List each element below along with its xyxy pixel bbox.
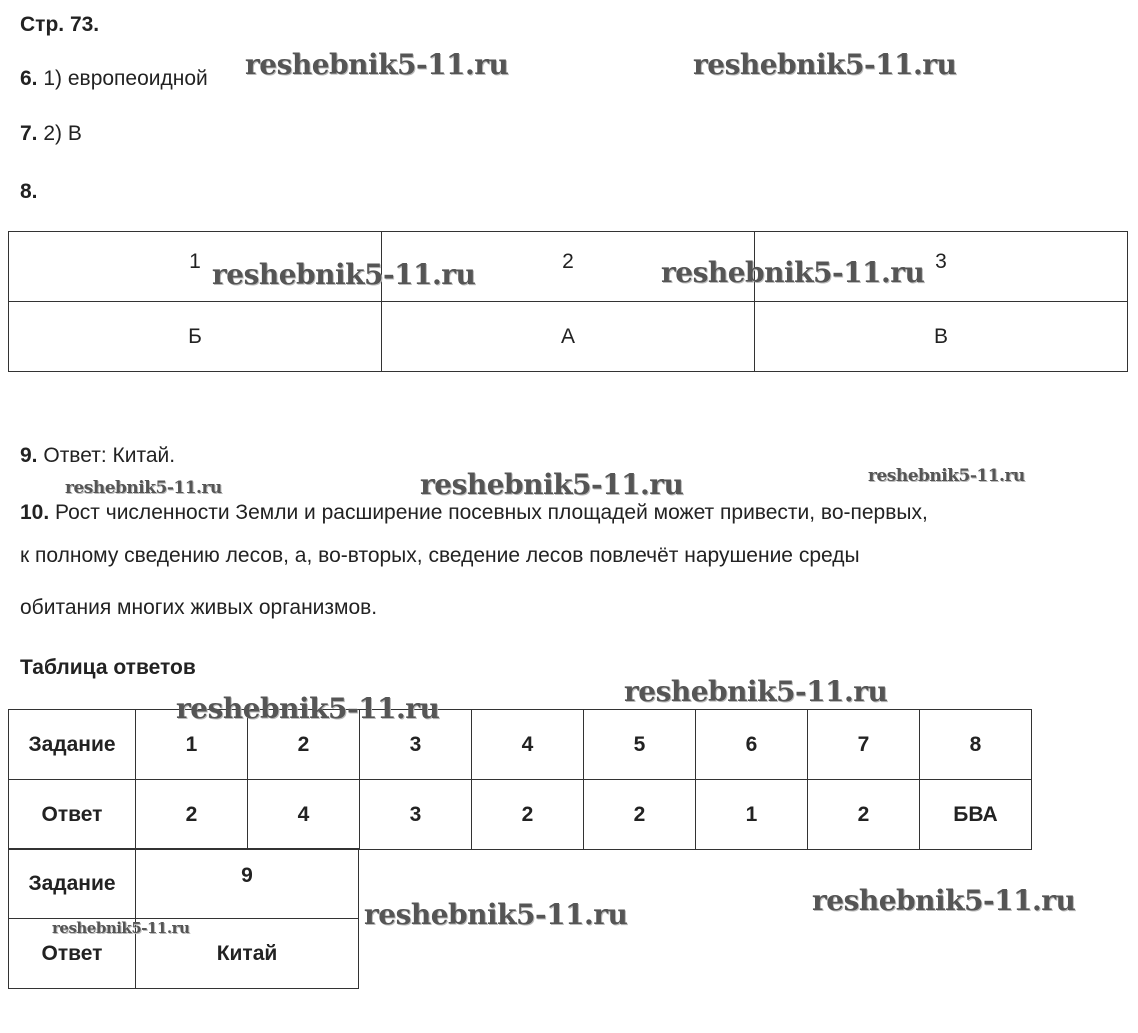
watermark: reshebnik5-11.ru <box>245 48 509 81</box>
answer-10-number: 10. <box>20 501 50 524</box>
page-reference: Стр. 73. <box>20 13 100 36</box>
watermark: reshebnik5-11.ru <box>693 48 957 81</box>
task-number-cell: 4 <box>472 710 584 780</box>
answer-9-text: Ответ: Китай. <box>43 444 176 467</box>
table8-header-cell: 1 <box>9 232 382 302</box>
answer-value-cell: 4 <box>248 780 360 850</box>
table8-header-cell: 3 <box>755 232 1128 302</box>
answers-table-task-row <box>9 710 1032 780</box>
answer-table-title: Таблица ответов <box>20 656 196 679</box>
answer-value-cell: 1 <box>696 780 808 850</box>
watermark: reshebnik5-11.ru <box>65 478 222 498</box>
answer-value-cell: 2 <box>584 780 696 850</box>
watermark: reshebnik5-11.ru <box>812 884 1076 917</box>
answer-value-cell: 2 <box>136 780 248 850</box>
table8-value-cell: Б <box>9 302 382 372</box>
task-number-cell: 2 <box>248 710 360 780</box>
answer-10-text: Рост численности Земли и расширение посевных площадей может привести, во-первых, <box>55 501 928 524</box>
answer-value-cell: 2 <box>472 780 584 850</box>
answer-label-cell: Ответ <box>9 780 136 850</box>
answer-8-number: 8. <box>20 180 38 203</box>
answers-table-answer-row <box>9 780 1032 850</box>
task-number-cell: 7 <box>808 710 920 780</box>
watermark: reshebnik5-11.ru <box>364 898 628 931</box>
answer-value-cell: 3 <box>360 780 472 850</box>
task-label-cell: Задание <box>9 849 136 919</box>
answer-10-line-2: к полному сведению лесов, а, во-вторых, сведение лесов повлечёт нарушение среды <box>20 544 860 567</box>
answer-7-text: 2) В <box>43 122 82 145</box>
watermark: reshebnik5-11.ru <box>661 256 925 289</box>
answer-7 <box>20 123 82 144</box>
watermark: reshebnik5-11.ru <box>52 919 190 937</box>
watermark: reshebnik5-11.ru <box>212 258 476 291</box>
watermark: reshebnik5-11.ru <box>420 468 684 501</box>
table8-value-cell: В <box>755 302 1128 372</box>
table8-header-row <box>9 232 1128 302</box>
watermark: reshebnik5-11.ru <box>176 692 440 725</box>
table8-value-row <box>9 302 1128 372</box>
answer-7-number: 7. <box>20 122 38 145</box>
answer-value-cell: Китай <box>136 919 359 989</box>
table8-value-cell: А <box>382 302 755 372</box>
answer-label-cell: Ответ <box>9 919 136 989</box>
answers-table-2-task-row <box>9 849 359 919</box>
answers-table <box>8 709 1032 850</box>
task-number-cell: 6 <box>696 710 808 780</box>
task-number-cell: 3 <box>360 710 472 780</box>
task-number-cell: 9 <box>136 849 359 919</box>
answer-value-cell: 2 <box>808 780 920 850</box>
matching-table-8 <box>8 231 1128 372</box>
watermark: reshebnik5-11.ru <box>624 675 888 708</box>
answer-9-number: 9. <box>20 444 38 467</box>
answer-6 <box>20 68 208 89</box>
task-label-cell: Задание <box>9 710 136 780</box>
answer-value-cell: БВА <box>920 780 1032 850</box>
task-number-cell: 1 <box>136 710 248 780</box>
answer-6-text: 1) европеоидной <box>43 67 208 90</box>
answer-10-line-3: обитания многих живых организмов. <box>20 596 378 619</box>
task-number-cell: 5 <box>584 710 696 780</box>
table8-header-cell: 2 <box>382 232 755 302</box>
task-number-cell: 8 <box>920 710 1032 780</box>
answer-6-number: 6. <box>20 67 38 90</box>
watermark: reshebnik5-11.ru <box>868 466 1025 486</box>
answer-9 <box>20 445 175 466</box>
answer-10-line-1 <box>20 502 928 523</box>
